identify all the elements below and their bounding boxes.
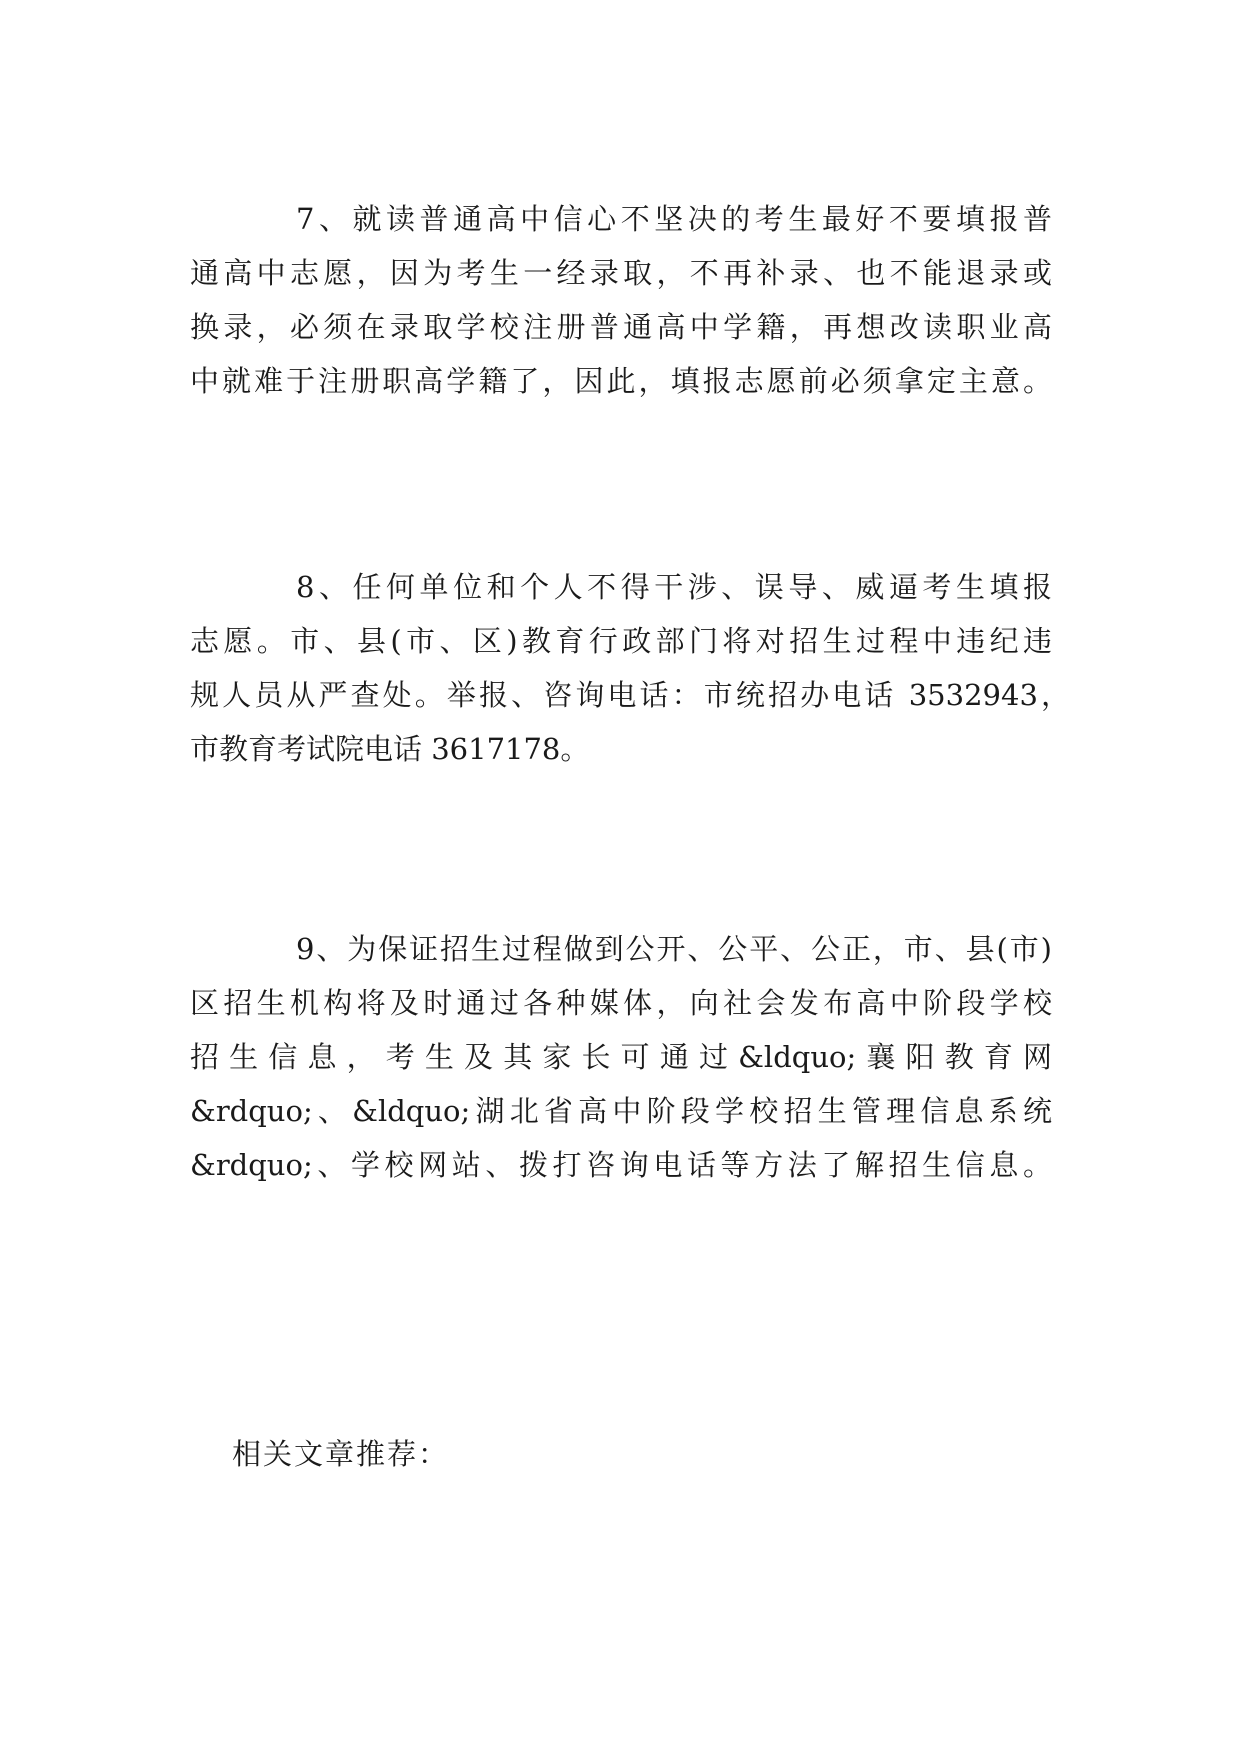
paragraph-line: 志愿。市、县(市、区)教育行政部门将对招生过程中违纪违 (190, 624, 1052, 658)
paragraph-line: 区招生机构将及时通过各种媒体，向社会发布高中阶段学校 (190, 986, 1052, 1020)
paragraph-line: &rdquo;、学校网站、拨打咨询电话等方法了解招生信息。 (190, 1148, 1052, 1182)
paragraph-line: 市教育考试院电话 3617178。 (190, 732, 590, 766)
paragraph-line: 中就难于注册职高学籍了，因此，填报志愿前必须拿定主意。 (190, 364, 1052, 398)
paragraph-line: 7、就读普通高中信心不坚决的考生最好不要填报普 (296, 202, 1052, 236)
paragraph-line: 9、为保证招生过程做到公开、公平、公正，市、县(市) (296, 932, 1052, 966)
paragraph-line: 规人员从严查处。举报、咨询电话：市统招办电话 3532943， (190, 678, 1070, 712)
paragraph-line: 8、任何单位和个人不得干涉、误导、威逼考生填报 (296, 570, 1052, 604)
paragraph-line: 通高中志愿，因为考生一经录取，不再补录、也不能退录或 (190, 256, 1052, 290)
paragraph-line: 招生信息，考生及其家长可通过&ldquo;襄阳教育网 (190, 1040, 1052, 1074)
paragraph-line: &rdquo;、&ldquo;湖北省高中阶段学校招生管理信息系统 (190, 1094, 1052, 1128)
related-articles-heading: 相关文章推荐： (232, 1437, 450, 1471)
paragraph-line: 换录，必须在录取学校注册普通高中学籍，再想改读职业高 (190, 310, 1052, 344)
